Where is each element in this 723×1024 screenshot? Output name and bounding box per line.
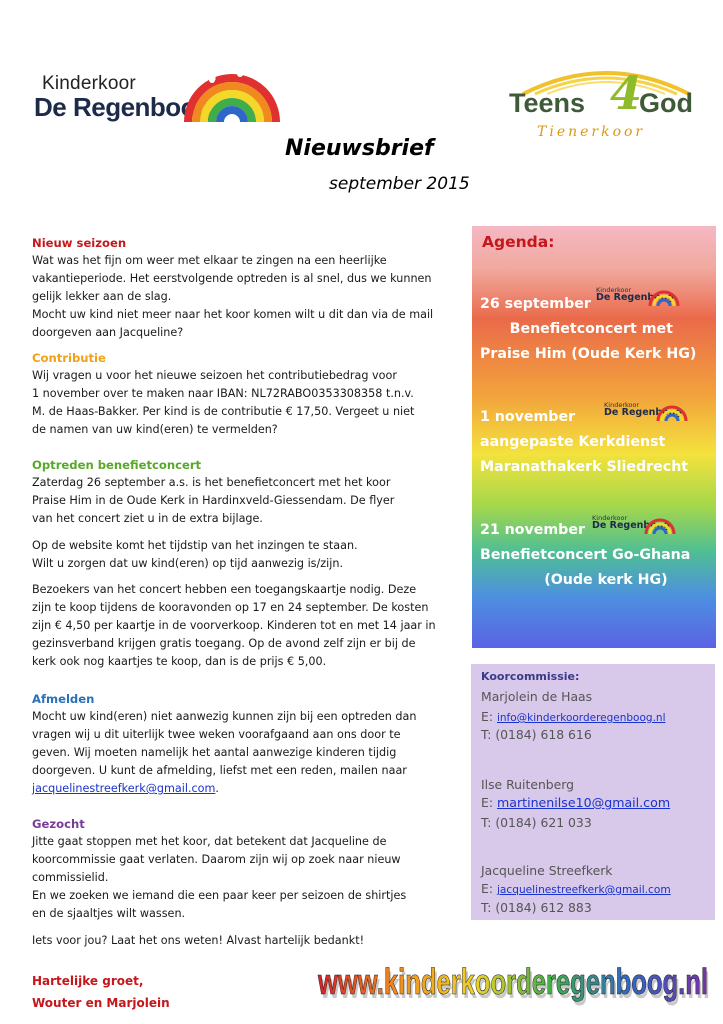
section-text: Zaterdag 26 september a.s. is het benefietconcert met het koor Praise Him in de Oude Kerk in Hardinxveld-Giessendam. De flyer van het concert ziet u in de extra bijlage. <box>32 476 395 525</box>
afmelden-email-link[interactable]: jacquelinestreefkerk@gmail.com <box>32 782 216 795</box>
mini-logo-line1: Kinderkoor <box>596 286 632 294</box>
section-heading: Contributie <box>32 351 106 365</box>
section-optreden-kaartjes <box>32 581 462 671</box>
koorcommissie-panel <box>471 664 715 920</box>
rainbow-icon <box>644 514 676 536</box>
section-text: Wat was het fijn om weer met elkaar te zingen na een heerlijke vakantieperiode. Het eerstvolgende optreden is al snel, dus we kunnen gelijk lekker aan de slag. Mocht uw kind niet meer naar het koor komen wilt u dit dan via de mail doorgeven aan Jacqueline? <box>32 254 434 339</box>
member-phone: T: (0184) 618 616 <box>481 727 592 742</box>
member-name: Ilse Ruitenberg <box>481 777 575 792</box>
mini-logo <box>592 514 676 540</box>
member-phone: T: (0184) 612 883 <box>481 900 592 915</box>
rainbow-icon <box>648 286 680 308</box>
member-phone: T: (0184) 621 033 <box>481 815 592 830</box>
email-label: E: <box>481 709 494 724</box>
section-nieuw-seizoen <box>32 234 462 342</box>
logo-teens: Teens <box>509 88 586 118</box>
website-link[interactable] <box>314 950 714 1010</box>
rainbow-icon <box>656 401 688 423</box>
commissie-heading: Koorcommissie: <box>481 670 580 683</box>
member-name: Marjolein de Haas <box>481 689 593 704</box>
section-contributie <box>32 349 462 439</box>
section-text: Wij vragen u voor het nieuwe seizoen het contributiebedrag voor 1 november over te maken naar IBAN: NL72RABO0353308358 t.n.v. M. de Haas-Bakker. Per kind is de contributie € 17,50. Vergeet u niet de namen van uw kind(eren) te vermelden? <box>32 369 415 436</box>
member-email-link[interactable]: info@kinderkoorderegenboog.nl <box>496 712 666 724</box>
mini-logo-line1: Kinderkoor <box>592 514 628 522</box>
agenda-item-text: aangepaste Kerkdienst Maranathakerk Sliedrecht <box>480 434 689 475</box>
section-text: Mocht uw kind(eren) niet aanwezig kunnen zijn bij een optreden dan vragen wij u dit uiterlijk twee weken voorafgaand aan ons door te geven. Wij moeten namelijk het aantal aanwezige kinderen tijdig doorgeven. U kunt de afmelding, liefst met een reden, mailen naar <box>32 710 417 777</box>
call-to-action: Iets voor jou? Laat het ons weten! Alvast hartelijk bedankt! <box>32 934 365 947</box>
logo-tienerkoor: Tienerkoor <box>537 124 646 140</box>
section-heading: Gezocht <box>32 817 85 831</box>
link-suffix: . <box>215 782 219 795</box>
section-afmelden <box>32 690 462 798</box>
section-gezocht <box>32 815 462 923</box>
agenda-item-date: 26 september <box>480 296 591 312</box>
member-email-link[interactable]: jacquelinestreefkerk@gmail.com <box>496 884 671 896</box>
rainbow-icon <box>182 60 282 135</box>
section-text: Bezoekers van het concert hebben een toegangskaartje nodig. Deze zijn te koop tijdens de kooravonden op 17 en 24 september. De kosten zijn € 4,50 per kaartje in de voorverkoop. Kinderen tot en met 14 jaar in gezinsverband krijgen gratis toegang. Op de avond zelf zijn er bij de kerk ook nog kaartjes te koop, dan is de prijs € 5,00. <box>32 583 436 668</box>
section-text: Op de website komt het tijdstip van het inzingen te staan. Wilt u zorgen dat uw kind(eren) op tijd aanwezig is/zijn. <box>32 539 358 570</box>
email-label: E: <box>481 795 494 810</box>
agenda-heading: Agenda: <box>482 233 555 251</box>
page-subtitle: september 2015 <box>329 174 470 194</box>
closing-line1: Hartelijke groet, <box>32 974 144 988</box>
page-title: Nieuwsbrief <box>285 136 434 161</box>
section-optreden-website <box>32 537 462 573</box>
member-email-row <box>481 880 671 899</box>
section-heading: Optreden benefietconcert <box>32 458 202 472</box>
closing <box>32 970 170 1014</box>
section-heading: Nieuw seizoen <box>32 236 127 250</box>
section-text: Jitte gaat stoppen met het koor, dat betekent dat Jacqueline de koorcommissie gaat verlaten. Daarom zijn wij op zoek naar nieuw commissielid. En we zoeken we iemand die een paar keer per seizoen de shirtjes en de sjaaltjes wilt wassen. <box>32 835 407 920</box>
kinderkoor-logo <box>34 60 284 135</box>
teens4god-logo <box>505 58 707 150</box>
logo-god: God <box>639 88 693 118</box>
mini-logo-line2: De Regenboog <box>596 292 675 303</box>
website-wordart <box>314 950 714 1010</box>
email-label: E: <box>481 881 494 896</box>
mini-logo <box>604 401 688 427</box>
section-heading: Afmelden <box>32 692 95 706</box>
member-email-row <box>481 794 670 812</box>
mini-logo-line1: Kinderkoor <box>604 401 640 409</box>
mini-logo-line2: De Regenboog <box>604 407 683 418</box>
mini-logo <box>596 286 680 312</box>
agenda-panel <box>472 226 716 648</box>
member-email-link[interactable]: martinenilse10@gmail.com <box>496 795 671 810</box>
closing-line2: Wouter en Marjolein <box>32 996 170 1010</box>
member-name: Jacqueline Streefkerk <box>481 863 613 878</box>
website-shadow: www.kinderkoorderegenboog.nl <box>319 965 710 1006</box>
agenda-item-date: 1 november <box>480 409 576 425</box>
mini-logo-line2: De Regenboog <box>592 520 671 531</box>
agenda-item-text: Benefietconcert met Praise Him (Oude Kerk HG) <box>480 321 697 362</box>
logo-four: 4 <box>610 66 643 120</box>
logo-line2: De Regenboog <box>34 92 212 122</box>
logo-line1: Kinderkoor <box>42 73 136 94</box>
agenda-item-date: 21 november <box>480 522 585 538</box>
member-email-row <box>481 708 665 727</box>
section-optreden <box>32 456 462 528</box>
agenda-item-text: Benefietconcert Go-Ghana (Oude kerk HG) <box>480 547 691 588</box>
website-text: www.kinderkoorderegenboog.nl <box>317 961 708 1002</box>
